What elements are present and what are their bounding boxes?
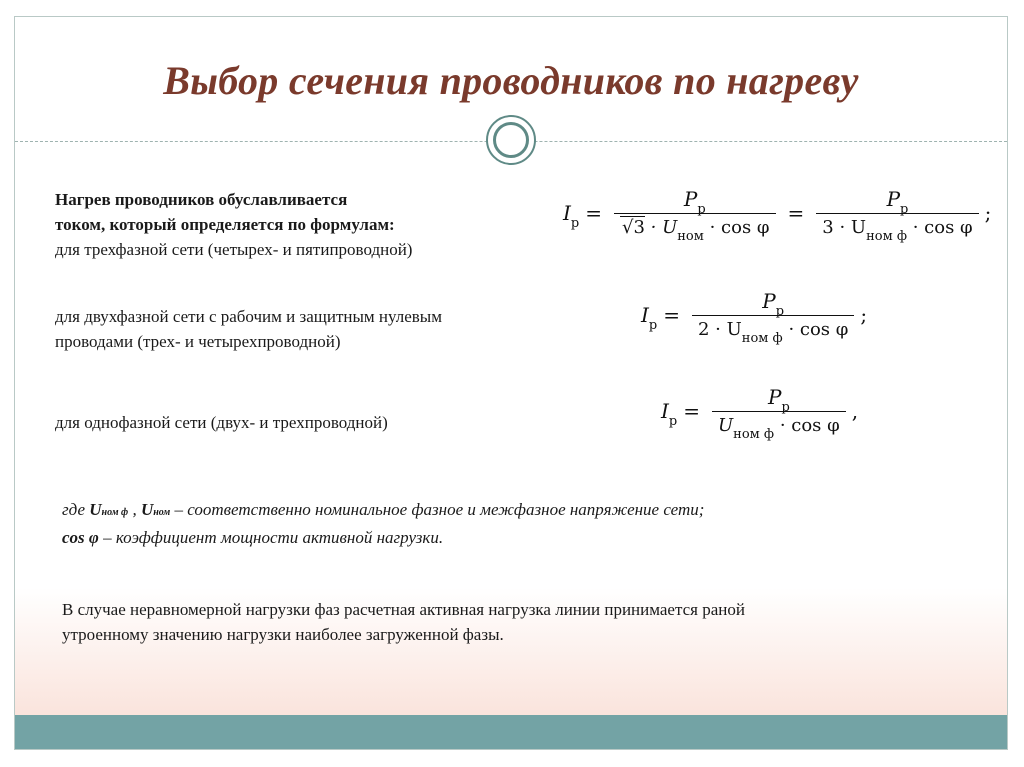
formula-2-fraction: $\frac{P_р}{2 \cdot U_{ном ф} \cdot \cos \varphi}$: [692, 289, 854, 340]
formula-1-eq-2: =: [787, 200, 805, 225]
formula-single-phase: [661, 385, 859, 442]
case-two-phase-text: [55, 304, 442, 354]
intro-text: [55, 187, 412, 262]
final-line-2: утроенному значению нагрузки наиболее загруженной фазы.: [62, 625, 504, 644]
notes-line-1: где Uном ф , Uном – соответственно номинальное фазное и межфазное напряжение сети;: [62, 500, 705, 519]
case2-line-1: для двухфазной сети с рабочим и защитным нулевым: [55, 307, 442, 326]
formula-1-fraction-2: $\frac{P_р}{3 \cdot U_{ном ф} \cdot \cos \varphi}$: [816, 187, 978, 238]
formula-two-phase: [641, 289, 868, 346]
final-paragraph: [62, 597, 745, 647]
intro-line-1: Нагрев проводников обуславливается: [55, 190, 348, 209]
formula-three-phase: [563, 187, 992, 244]
footer-band: [15, 715, 1007, 749]
formula-3-fraction: $\frac{P_р}{U_{ном ф} \cdot \cos \varphi}$: [712, 385, 846, 436]
formula-3-lhs: $I_р$: [661, 398, 678, 429]
formula-1-lhs: $I_р$: [563, 200, 580, 231]
formula-2-lhs: $I_р$: [641, 302, 658, 333]
formula-1-fraction-1: $\frac{P_р}{√3 \cdot U_{ном} \cdot \cos \varphi}$: [614, 187, 776, 238]
notes-line-2: cos φ – коэффициент мощности активной нагрузки.: [62, 528, 444, 547]
case2-line-2: проводами (трех- и четырехпроводной): [55, 332, 341, 351]
formula-1-eq: =: [585, 200, 602, 225]
intro-line-3: для трехфазной сети (четырех- и пятипроводной): [55, 240, 413, 259]
formula-1-end: ;: [984, 200, 992, 225]
formula-3-end: ,: [851, 398, 859, 423]
case-single-phase-text: [55, 410, 388, 435]
slide: [14, 16, 1008, 750]
case3-line-1: для однофазной сети (двух- и трехпроводной): [55, 413, 388, 432]
notes: [62, 497, 704, 550]
intro-line-2: током, который определяется по формулам:: [55, 215, 395, 234]
formula-3-eq: =: [683, 398, 700, 423]
formula-2-eq: =: [663, 302, 680, 327]
formula-2-end: ;: [860, 302, 868, 327]
ring-ornament-icon: [486, 115, 536, 165]
final-line-1: В случае неравномерной нагрузки фаз расчетная активная нагрузка линии принимается раной: [62, 600, 745, 619]
page-title: Выбор сечения проводников по нагреву: [163, 58, 859, 103]
